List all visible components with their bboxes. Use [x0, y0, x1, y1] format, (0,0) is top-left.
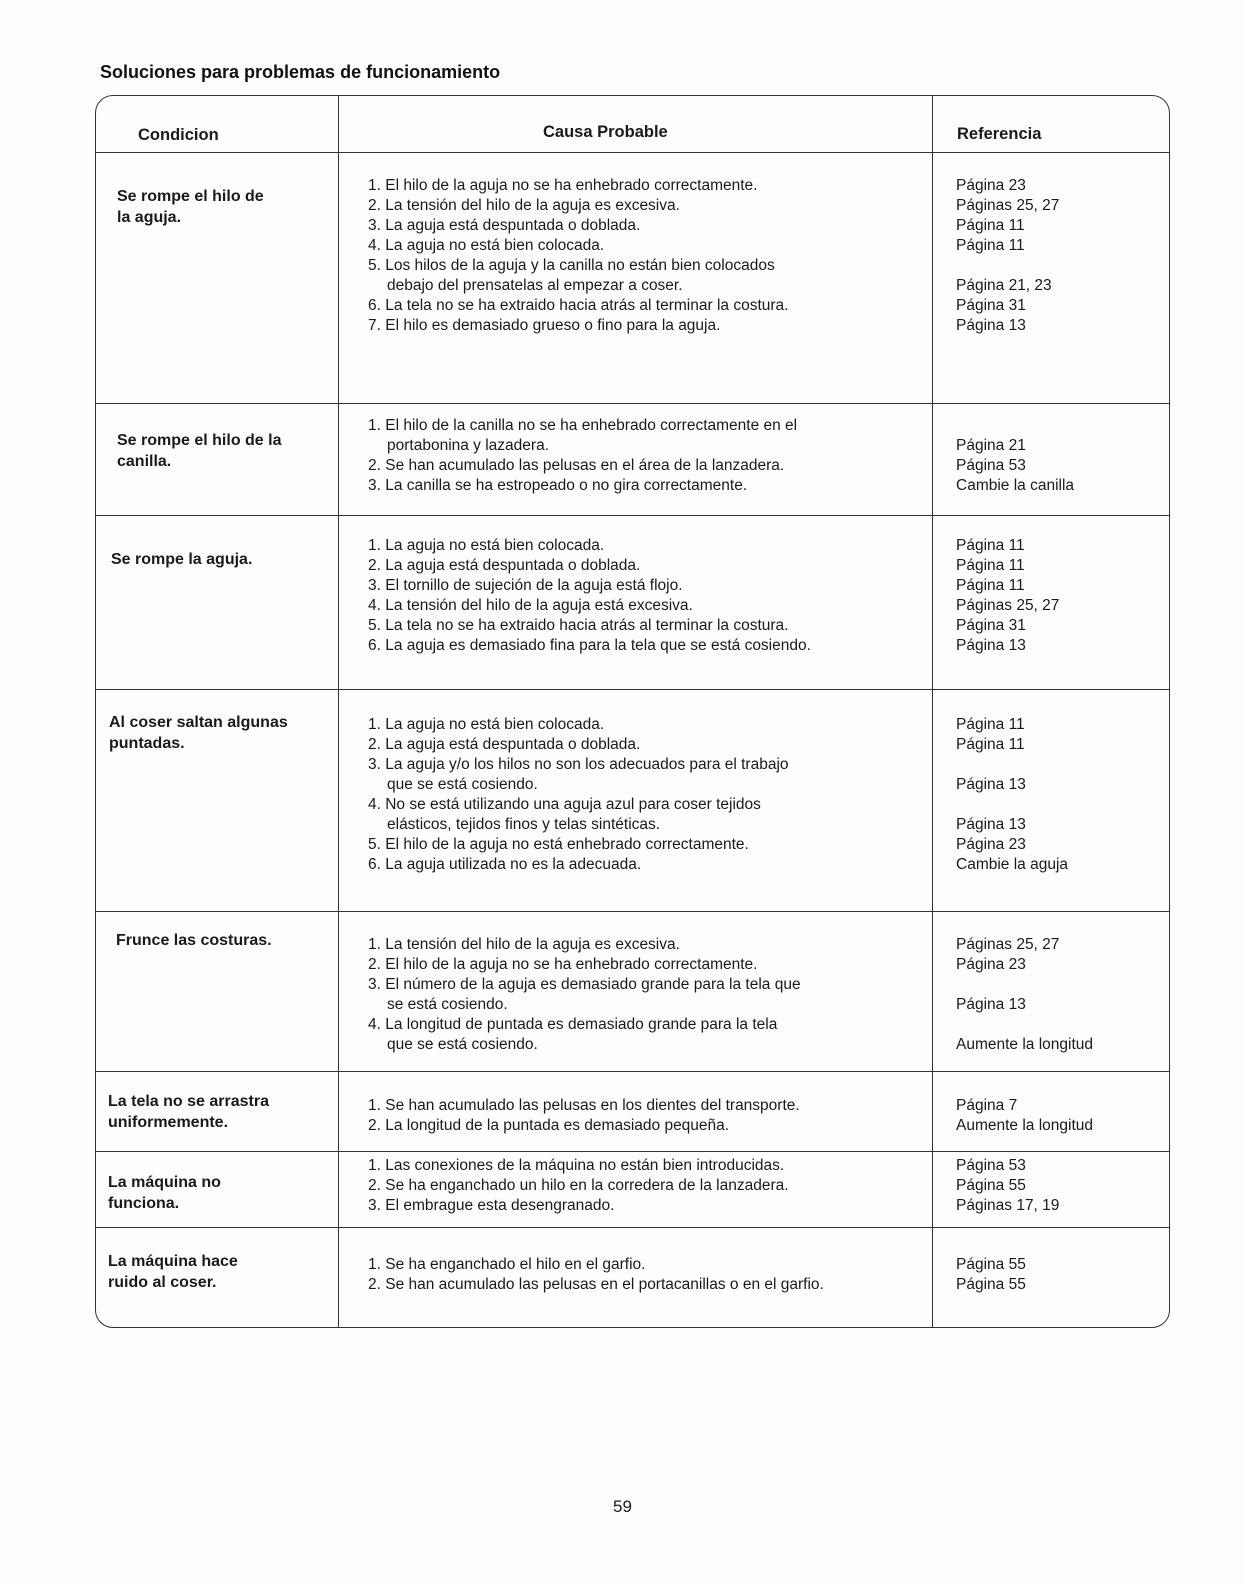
reference-item: Páginas 25, 27 — [956, 197, 1060, 214]
row-divider — [95, 403, 1170, 404]
cause-item: 3. La canilla se ha estropeado o no gira correctamente. — [368, 477, 748, 494]
reference-item: Página 11 — [956, 577, 1025, 594]
reference-item: Página 31 — [956, 617, 1026, 634]
reference-item: Página 53 — [956, 1157, 1026, 1174]
cause-item: elásticos, tejidos finos y telas sintéticas. — [387, 816, 661, 833]
cause-item: 1. Se han acumulado las pelusas en los dientes del transporte. — [368, 1097, 800, 1114]
header-condition: Condicion — [138, 126, 219, 144]
cause-item: 1. El hilo de la canilla no se ha enhebrado correctamente en el — [368, 417, 798, 434]
cause-cell — [368, 1255, 824, 1295]
condition-cell — [111, 549, 252, 570]
cause-item: 1. Se ha enganchado el hilo en el garfio. — [368, 1256, 646, 1273]
reference-item — [956, 975, 1093, 995]
cause-item: se está cosiendo. — [387, 996, 508, 1013]
cause-item: 2. La longitud de la puntada es demasiado pequeña. — [368, 1117, 730, 1134]
cause-cell — [368, 715, 789, 875]
condition-text: la aguja. — [117, 209, 182, 226]
reference-item: Página 11 — [956, 537, 1025, 554]
cause-item: 2. El hilo de la aguja no se ha enhebrado correctamente. — [368, 956, 758, 973]
column-divider — [932, 95, 933, 1328]
cause-item: 1. Las conexiones de la máquina no están bien introducidas. — [368, 1157, 785, 1174]
reference-item: Página 23 — [956, 177, 1026, 194]
reference-item: Página 7 — [956, 1097, 1018, 1114]
reference-item: Aumente la longitud — [956, 1117, 1094, 1134]
condition-cell — [117, 430, 282, 472]
reference-item: Página 11 — [956, 237, 1025, 254]
cause-item: 6. La aguja es demasiado fina para la tela que se está cosiendo. — [368, 637, 811, 654]
cause-item: 1. La aguja no está bien colocada. — [368, 537, 605, 554]
cause-item: 6. La tela no se ha extraido hacia atrás al terminar la costura. — [368, 297, 789, 314]
header-reference: Referencia — [957, 125, 1042, 143]
cause-item: 1. El hilo de la aguja no se ha enhebrado correctamente. — [368, 177, 758, 194]
cause-item: 3. El tornillo de sujeción de la aguja está flojo. — [368, 577, 683, 594]
condition-text: Se rompe el hilo de — [117, 188, 264, 205]
cause-item: 6. La aguja utilizada no es la adecuada. — [368, 856, 642, 873]
reference-item: Página 13 — [956, 776, 1026, 793]
reference-item: Página 23 — [956, 956, 1026, 973]
cause-item: portabonina y lazadera. — [387, 437, 550, 454]
reference-cell — [956, 536, 1059, 656]
condition-text: Al coser saltan algunas — [109, 714, 288, 731]
condition-text: Frunce las costuras. — [116, 932, 272, 949]
cause-item: 4. La longitud de puntada es demasiado grande para la tela — [368, 1016, 778, 1033]
cause-item: 3. El número de la aguja es demasiado grande para la tela que — [368, 976, 801, 993]
cause-item: 5. La tela no se ha extraido hacia atrás al terminar la costura. — [368, 617, 789, 634]
cause-item: 2. Se han acumulado las pelusas en el portacanillas o en el garfio. — [368, 1276, 824, 1293]
cause-cell — [368, 1156, 789, 1216]
cause-item: 4. La tensión del hilo de la aguja está excesiva. — [368, 597, 693, 614]
reference-item — [956, 755, 1068, 775]
header-cause: Causa Probable — [543, 123, 668, 141]
reference-item: Página 13 — [956, 317, 1026, 334]
cause-item: 5. Los hilos de la aguja y la canilla no están bien colocados — [368, 257, 775, 274]
cause-cell — [368, 1096, 800, 1136]
cause-item: 2. Se ha enganchado un hilo en la corredera de la lanzadera. — [368, 1177, 789, 1194]
condition-cell — [108, 1091, 269, 1133]
row-divider — [95, 515, 1170, 516]
reference-item — [956, 795, 1068, 815]
reference-item: Página 53 — [956, 457, 1026, 474]
reference-item: Página 11 — [956, 736, 1025, 753]
reference-item: Página 11 — [956, 716, 1025, 733]
condition-text: funciona. — [108, 1195, 180, 1212]
cause-cell — [368, 935, 801, 1055]
reference-item: Páginas 25, 27 — [956, 936, 1060, 953]
row-divider — [95, 152, 1170, 153]
cause-item: 2. La tensión del hilo de la aguja es excesiva. — [368, 197, 680, 214]
cause-item: 7. El hilo es demasiado grueso o fino para la aguja. — [368, 317, 721, 334]
reference-item — [956, 1015, 1093, 1035]
condition-text: Se rompe la aguja. — [111, 551, 253, 568]
condition-text: La máquina no — [108, 1174, 221, 1191]
reference-cell — [956, 176, 1059, 336]
cause-item: 3. La aguja y/o los hilos no son los adecuados para el trabajo — [368, 756, 789, 773]
reference-item: Página 31 — [956, 297, 1026, 314]
reference-item: Aumente la longitud — [956, 1036, 1094, 1053]
reference-item: Página 21 — [956, 437, 1026, 454]
reference-item: Página 55 — [956, 1177, 1026, 1194]
cause-item: 2. La aguja está despuntada o doblada. — [368, 736, 641, 753]
row-divider — [95, 1071, 1170, 1072]
condition-text: Se rompe el hilo de la — [117, 432, 282, 449]
cause-item: 2. La aguja está despuntada o doblada. — [368, 557, 641, 574]
reference-cell — [956, 1096, 1093, 1136]
condition-cell — [108, 1172, 221, 1214]
page-number: 59 — [613, 1497, 632, 1516]
cause-item: 1. La aguja no está bien colocada. — [368, 716, 605, 733]
row-divider — [95, 1151, 1170, 1152]
cause-item: 4. La aguja no está bien colocada. — [368, 237, 605, 254]
reference-item: Página 23 — [956, 836, 1026, 853]
reference-item: Página 13 — [956, 816, 1026, 833]
condition-text: La tela no se arrastra — [108, 1093, 269, 1110]
cause-item: 5. El hilo de la aguja no está enhebrado correctamente. — [368, 836, 749, 853]
reference-item — [956, 256, 1059, 276]
cause-cell — [368, 416, 797, 496]
reference-item: Páginas 17, 19 — [956, 1197, 1060, 1214]
condition-text: uniformemente. — [108, 1114, 229, 1131]
cause-item: que se está cosiendo. — [387, 1036, 538, 1053]
row-divider — [95, 911, 1170, 912]
reference-item: Página 21, 23 — [956, 277, 1052, 294]
condition-cell — [117, 186, 264, 228]
reference-cell — [956, 935, 1093, 1055]
condition-text: ruido al coser. — [108, 1274, 217, 1291]
cause-item: 3. La aguja está despuntada o doblada. — [368, 217, 641, 234]
cause-item: 2. Se han acumulado las pelusas en el área de la lanzadera. — [368, 457, 785, 474]
condition-cell — [116, 930, 272, 951]
reference-cell — [956, 416, 1074, 496]
reference-item: Página 13 — [956, 637, 1026, 654]
column-divider — [338, 95, 339, 1328]
reference-item: Página 55 — [956, 1256, 1026, 1273]
reference-cell — [956, 1255, 1026, 1295]
reference-item: Página 13 — [956, 996, 1026, 1013]
reference-item: Página 11 — [956, 217, 1025, 234]
condition-text: canilla. — [117, 453, 172, 470]
cause-item: 4. No se está utilizando una aguja azul para coser tejidos — [368, 796, 761, 813]
reference-cell — [956, 715, 1068, 875]
reference-item — [956, 416, 1074, 436]
condition-text: La máquina hace — [108, 1253, 238, 1270]
row-divider — [95, 1227, 1170, 1228]
page-title: Soluciones para problemas de funcionamiento — [100, 62, 501, 82]
condition-cell — [109, 712, 288, 754]
cause-item: 3. El embrague esta desengranado. — [368, 1197, 615, 1214]
row-divider — [95, 689, 1170, 690]
reference-item: Página 55 — [956, 1276, 1026, 1293]
condition-cell — [108, 1251, 238, 1293]
cause-cell — [368, 536, 811, 656]
reference-cell — [956, 1156, 1059, 1216]
cause-item: que se está cosiendo. — [387, 776, 538, 793]
cause-item: 1. La tensión del hilo de la aguja es excesiva. — [368, 936, 680, 953]
reference-item: Páginas 25, 27 — [956, 597, 1060, 614]
cause-cell — [368, 176, 788, 336]
condition-text: puntadas. — [109, 735, 185, 752]
reference-item: Cambie la aguja — [956, 856, 1069, 873]
reference-item: Cambie la canilla — [956, 477, 1075, 494]
reference-item: Página 11 — [956, 557, 1025, 574]
cause-item: debajo del prensatelas al empezar a coser. — [387, 277, 683, 294]
